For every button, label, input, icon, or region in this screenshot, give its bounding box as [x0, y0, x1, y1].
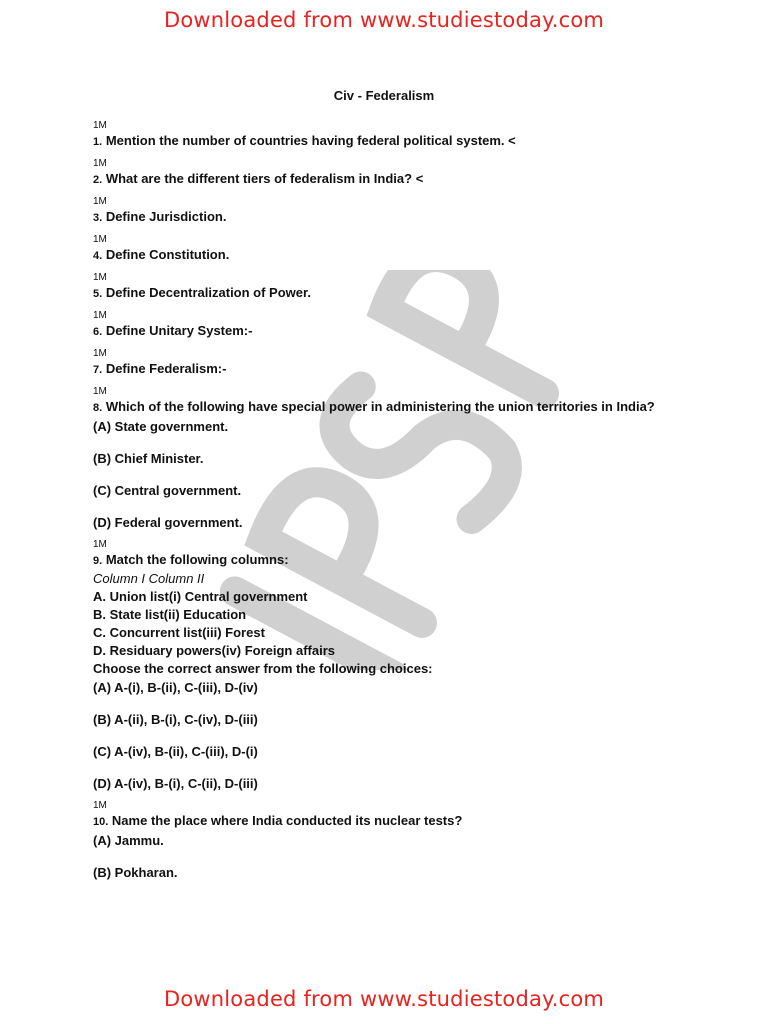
document-title: Civ - Federalism	[333, 88, 435, 103]
question-3	[93, 196, 733, 227]
match-pair-c: C. Concurrent list(iii) Forest	[93, 625, 265, 640]
match-pair-b: B. State list(ii) Education	[93, 607, 247, 622]
question-text: Define Jurisdiction.	[105, 209, 227, 224]
marks-label: 1M	[93, 272, 107, 283]
option-a: (A) State government.	[93, 419, 229, 434]
option-c: (C) Central government.	[93, 483, 242, 498]
question-1	[93, 120, 733, 151]
option-b: (B) Chief Minister.	[93, 451, 204, 466]
marks-label: 1M	[93, 120, 107, 131]
marks-label: 1M	[93, 196, 107, 207]
instruction-text: Choose the correct answer from the following choices:	[93, 661, 433, 676]
question-number: 1.	[93, 136, 103, 148]
question-text: Define Decentralization of Power.	[105, 285, 311, 300]
question-list	[93, 120, 733, 889]
option-a: (A) A-(i), B-(ii), C-(iii), D-(iv)	[93, 680, 258, 695]
question-10	[93, 800, 733, 882]
question-number: 7.	[93, 364, 103, 376]
question-number: 9.	[93, 555, 103, 567]
marks-label: 1M	[93, 800, 107, 811]
option-b: (B) Pokharan.	[93, 865, 178, 880]
question-9	[93, 539, 733, 793]
question-text: Define Federalism:-	[105, 361, 227, 376]
question-text: Which of the following have special power in administering the union territories in India?	[105, 399, 655, 414]
question-2	[93, 158, 733, 189]
match-pair-d: D. Residuary powers(iv) Foreign affairs	[93, 643, 336, 658]
option-a: (A) Jammu.	[93, 833, 164, 848]
marks-label: 1M	[93, 310, 107, 321]
option-b: (B) A-(ii), B-(i), C-(iv), D-(iii)	[93, 712, 258, 727]
question-number: 8.	[93, 402, 103, 414]
marks-label: 1M	[93, 348, 107, 359]
match-pair-a: A. Union list(i) Central government	[93, 589, 308, 604]
option-d: (D) Federal government.	[93, 515, 243, 530]
option-c: (C) A-(iv), B-(ii), C-(iii), D-(i)	[93, 744, 258, 759]
header-download-banner: Downloaded from www.studiestoday.com	[163, 8, 605, 32]
question-text: Match the following columns:	[105, 552, 289, 567]
question-6	[93, 310, 733, 341]
footer-download-banner: Downloaded from www.studiestoday.com	[163, 987, 605, 1011]
question-number: 5.	[93, 288, 103, 300]
question-8	[93, 386, 733, 532]
question-text: Define Unitary System:-	[105, 323, 253, 338]
question-number: 4.	[93, 250, 103, 262]
question-text: Mention the number of countries having federal political system. <	[105, 133, 516, 148]
question-5	[93, 272, 733, 303]
option-d: (D) A-(iv), B-(i), C-(ii), D-(iii)	[93, 776, 258, 791]
question-text: Name the place where India conducted its nuclear tests?	[111, 813, 463, 828]
question-number: 10.	[93, 816, 109, 828]
marks-label: 1M	[93, 539, 107, 550]
question-number: 2.	[93, 174, 103, 186]
question-text: What are the different tiers of federalism in India? <	[105, 171, 424, 186]
marks-label: 1M	[93, 386, 107, 397]
question-number: 6.	[93, 326, 103, 338]
question-4	[93, 234, 733, 265]
question-7	[93, 348, 733, 379]
question-text: Define Constitution.	[105, 247, 230, 262]
question-number: 3.	[93, 212, 103, 224]
marks-label: 1M	[93, 158, 107, 169]
marks-label: 1M	[93, 234, 107, 245]
columns-header: Column I Column II	[93, 571, 205, 586]
